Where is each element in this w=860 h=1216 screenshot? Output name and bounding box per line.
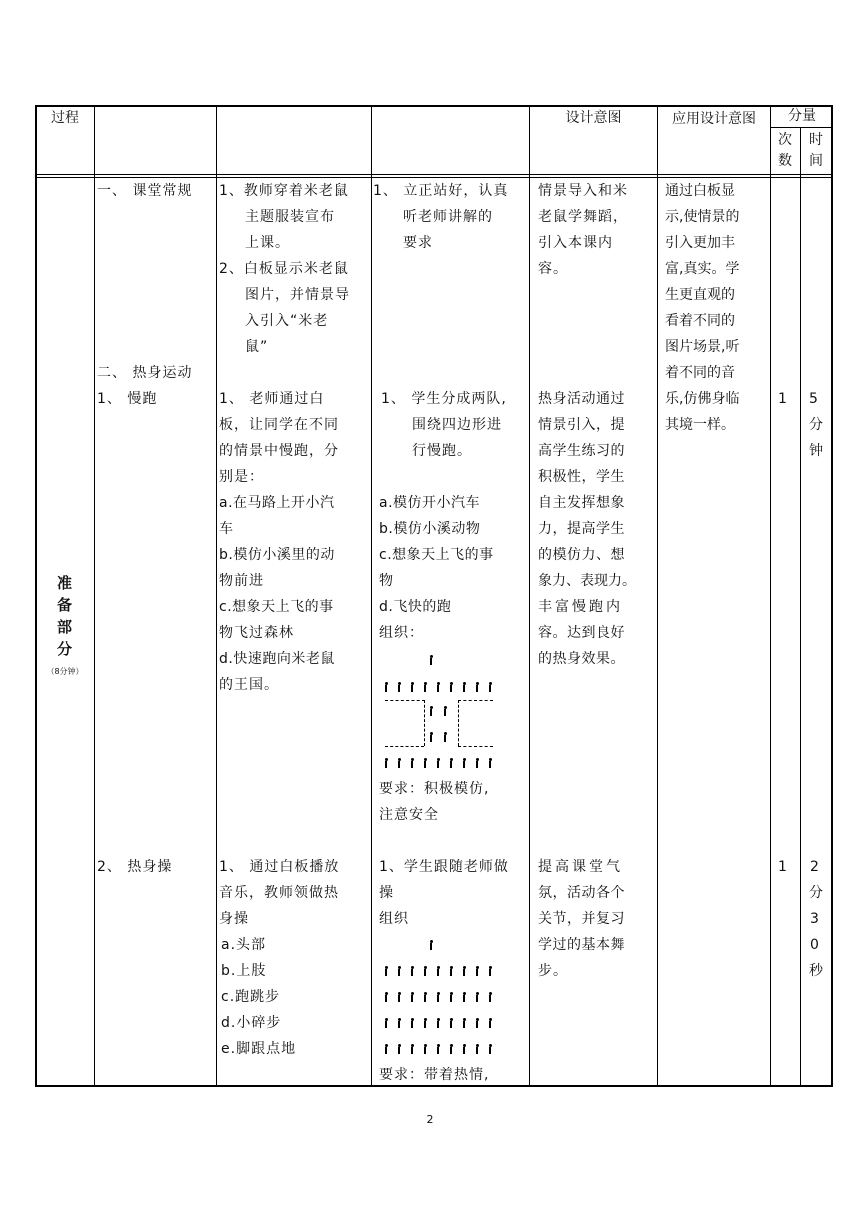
text-line: 注意安全 — [379, 807, 439, 823]
dashed-arrow — [458, 700, 459, 746]
time-value: 分 — [809, 885, 824, 901]
text-line: 围绕四边形进 — [412, 417, 502, 433]
text-line: a.头部 — [221, 937, 267, 953]
text-line: 生更直观的 — [665, 287, 735, 303]
col-divider — [216, 105, 217, 1087]
col-divider — [657, 105, 658, 1087]
student-figure — [462, 1018, 466, 1028]
time-value: 2 — [810, 859, 820, 875]
time-value: 秒 — [809, 963, 824, 979]
student-figure — [462, 682, 466, 692]
header-times: 次数 — [778, 132, 792, 169]
student-figure — [475, 992, 479, 1002]
text-line: 提高课堂气 — [538, 859, 623, 875]
times-value: 1 — [778, 391, 788, 407]
text-line: c.想象天上飞的事 — [219, 599, 334, 615]
student-figure — [475, 1018, 479, 1028]
student-figure — [384, 992, 388, 1002]
student-figure — [462, 1044, 466, 1054]
dashed-arrow — [458, 700, 493, 701]
text-line: b.模仿小溪里的动 — [219, 547, 335, 563]
student-figure — [397, 966, 401, 976]
col-divider — [371, 105, 372, 1087]
text-line: 自主发挥想象 — [538, 495, 625, 511]
student-figure — [449, 1044, 453, 1054]
student-figure — [423, 758, 427, 768]
student-figure — [436, 1044, 440, 1054]
student-figure — [436, 966, 440, 976]
student-figure — [475, 682, 479, 692]
text-line: 听老师讲解的 — [403, 209, 493, 225]
student-figure — [397, 992, 401, 1002]
student-figure — [410, 1044, 414, 1054]
student-figure — [397, 758, 401, 768]
content-line: 2、 热身操 — [97, 859, 173, 875]
text-line: 组织 — [379, 911, 409, 927]
dashed-arrow — [385, 746, 424, 747]
text-line: 步。 — [538, 963, 568, 979]
text-line: 的情景中慢跑，分 — [219, 443, 339, 459]
text-line: 物前进 — [219, 573, 264, 589]
student-figure — [423, 1018, 427, 1028]
student-figure — [443, 732, 447, 742]
row-divider — [770, 127, 833, 128]
student-figure — [384, 758, 388, 768]
teacher-figure — [429, 655, 433, 665]
text-line: 板，让同学在不同 — [219, 417, 339, 433]
student-figure — [410, 992, 414, 1002]
text-line: 学过的基本舞 — [538, 937, 625, 953]
time-value: 0 — [810, 937, 820, 953]
text-line: 氛，活动各个 — [538, 885, 625, 901]
student-figure — [443, 706, 447, 716]
student-figure — [429, 732, 433, 742]
time-value: 钟 — [809, 443, 824, 459]
student-figure — [423, 992, 427, 1002]
header-duration: 时间 — [809, 132, 823, 169]
text-line: 上课。 — [245, 235, 290, 251]
text-line: 1、教师穿着米老鼠 — [219, 183, 349, 199]
content-line: 1、 慢跑 — [97, 391, 158, 407]
student-figure — [436, 1018, 440, 1028]
text-line: 情景引入，提 — [538, 417, 625, 433]
text-line: 引入本课内 — [538, 235, 613, 251]
page-number: 2 — [426, 1113, 434, 1126]
student-figure — [449, 1018, 453, 1028]
student-figure — [436, 992, 440, 1002]
text-line: 的热身效果。 — [538, 651, 625, 667]
student-figure — [384, 966, 388, 976]
content-line: 二、 热身运动 — [97, 365, 193, 381]
text-line: 1、 学生分成两队, — [381, 391, 507, 407]
text-line: 身操 — [219, 911, 249, 927]
text-line: 要求 — [403, 235, 433, 251]
content-line: 一、 课堂常规 — [97, 183, 193, 199]
student-figure — [384, 1018, 388, 1028]
text-line: 物 — [379, 573, 394, 589]
student-figure — [449, 758, 453, 768]
text-line: d.快速跑向米老鼠 — [219, 651, 335, 667]
text-line: 示,使情景的 — [665, 209, 740, 225]
section-name: 准备部分 — [56, 574, 73, 658]
student-figure — [410, 1018, 414, 1028]
text-line: 主题服装宣布 — [245, 209, 335, 225]
student-figure — [449, 966, 453, 976]
text-line: 操 — [379, 885, 394, 901]
text-line: 容。达到良好 — [538, 625, 625, 641]
student-figure — [410, 682, 414, 692]
dashed-arrow — [385, 700, 425, 701]
text-line: 行慢跑。 — [412, 443, 472, 459]
text-line: e.脚跟点地 — [221, 1041, 297, 1057]
text-line: 组织： — [379, 625, 424, 641]
text-line: 的王国。 — [219, 677, 279, 693]
student-figure — [488, 966, 492, 976]
text-line: 积极性，学生 — [538, 469, 625, 485]
text-line: 1、 通过白板播放 — [219, 859, 340, 875]
text-line: 其境一样。 — [665, 417, 735, 433]
text-line: 力，提高学生 — [538, 521, 625, 537]
student-figure — [423, 682, 427, 692]
teacher-figure — [429, 940, 433, 950]
text-line: 老鼠学舞蹈， — [538, 209, 628, 225]
student-figure — [384, 682, 388, 692]
text-line: 象力、表现力。 — [538, 573, 636, 589]
text-line: 鼠” — [245, 339, 269, 355]
text-line: 别是： — [219, 469, 264, 485]
section-duration: （8分钟） — [46, 667, 84, 676]
time-value: 3 — [810, 911, 820, 927]
text-line: 1、 立正站好，认真 — [373, 183, 509, 199]
text-line: 音乐，教师领做热 — [219, 885, 339, 901]
student-figure — [488, 682, 492, 692]
text-line: 2、白板显示米老鼠 — [219, 261, 349, 277]
student-figure — [423, 1044, 427, 1054]
text-line: b.上肢 — [221, 963, 267, 979]
text-line: 要求：带着热情, — [379, 1067, 490, 1083]
text-line: 入引入“米老 — [245, 313, 329, 329]
text-line: 物飞过森林 — [219, 625, 294, 641]
text-line: 1、学生跟随老师做 — [379, 859, 509, 875]
text-line: 图片场景,听 — [665, 339, 740, 355]
text-line: 高学生练习的 — [538, 443, 625, 459]
text-line: d.小碎步 — [221, 1015, 282, 1031]
text-line: 热身活动通过 — [538, 391, 625, 407]
dashed-arrow — [424, 700, 425, 746]
text-line: c.跑跳步 — [221, 989, 281, 1005]
text-line: b.模仿小溪动物 — [379, 521, 481, 537]
col-divider — [94, 105, 95, 1087]
text-line: 乐,仿佛身临 — [665, 391, 740, 407]
header-bottom — [35, 174, 833, 175]
text-line: c.想象天上飞的事 — [379, 547, 494, 563]
student-figure — [475, 758, 479, 768]
text-line: 通过白板显 — [665, 183, 735, 199]
student-figure — [410, 758, 414, 768]
text-line: 引入更加丰 — [665, 235, 735, 251]
text-line: 的模仿力、想 — [538, 547, 625, 563]
times-value: 1 — [778, 859, 788, 875]
text-line: 图片，并情景导 — [245, 287, 350, 303]
text-line: a.在马路上开小汽 — [219, 495, 335, 511]
time-value: 5 — [809, 391, 819, 407]
student-figure — [488, 1044, 492, 1054]
student-figure — [384, 1044, 388, 1054]
time-value: 分 — [809, 417, 824, 433]
student-figure — [410, 966, 414, 976]
text-line: a.模仿开小汽车 — [379, 495, 481, 511]
text-line: 情景导入和米 — [538, 183, 628, 199]
student-figure — [488, 1018, 492, 1028]
student-figure — [462, 758, 466, 768]
text-line: 1、 老师通过白 — [219, 391, 325, 407]
student-figure — [429, 706, 433, 716]
student-figure — [423, 966, 427, 976]
text-line: 富,真实。学 — [665, 261, 740, 277]
text-line: 丰富慢跑内 — [538, 599, 623, 615]
dashed-arrow — [458, 746, 493, 747]
student-figure — [488, 992, 492, 1002]
header-applied-design: 应用设计意图 — [672, 111, 756, 127]
col-divider — [800, 127, 801, 1087]
student-figure — [449, 992, 453, 1002]
header-design-intent: 设计意图 — [565, 110, 622, 126]
text-line: 看着不同的 — [665, 313, 735, 329]
text-line: 容。 — [538, 261, 568, 277]
text-line: 要求：积极模仿, — [379, 781, 490, 797]
text-line: 关节，并复习 — [538, 911, 625, 927]
student-figure — [397, 682, 401, 692]
student-figure — [475, 1044, 479, 1054]
student-figure — [488, 758, 492, 768]
col-divider — [529, 105, 530, 1087]
student-figure — [449, 682, 453, 692]
header-score: 分量 — [788, 108, 816, 124]
text-line: d.飞快的跑 — [379, 599, 452, 615]
text-line: 着不同的音 — [665, 365, 735, 381]
student-figure — [462, 966, 466, 976]
student-figure — [436, 758, 440, 768]
col-divider — [770, 105, 771, 1087]
student-figure — [397, 1018, 401, 1028]
header-process: 过程 — [51, 110, 79, 126]
student-figure — [436, 682, 440, 692]
text-line: 车 — [219, 521, 234, 537]
student-figure — [475, 966, 479, 976]
student-figure — [397, 1044, 401, 1054]
student-figure — [462, 992, 466, 1002]
